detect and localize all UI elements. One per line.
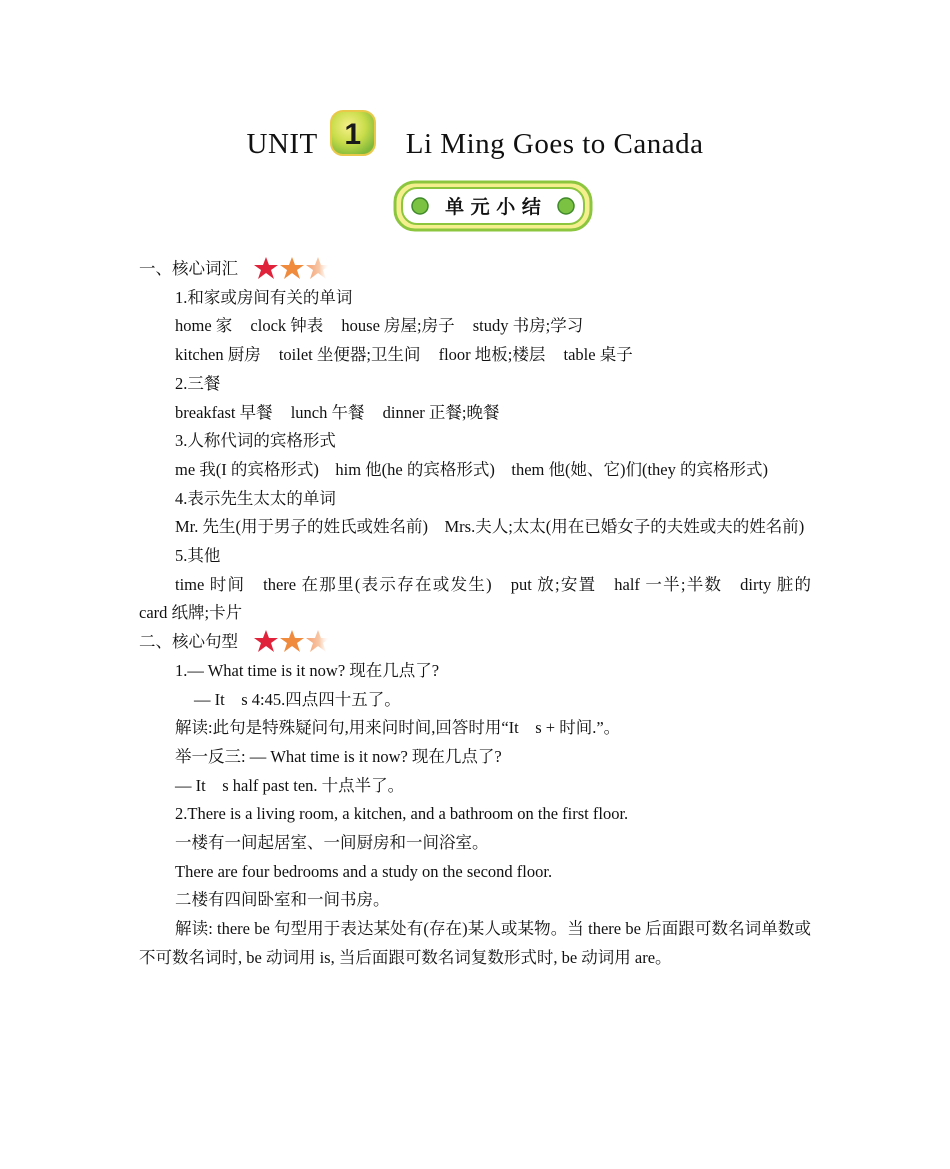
sentences-heading-text: 二、核心句型 <box>139 632 238 652</box>
vocab-item: dinner 正餐;晚餐 <box>382 402 500 422</box>
vocab-item: house 房屋;房子 <box>341 316 455 336</box>
left-dot-icon <box>412 198 428 214</box>
sentence-1-example-question: 举一反三: — What time is it now? 现在几点了? <box>175 746 502 766</box>
vocab-item: study 书房;学习 <box>472 316 584 336</box>
vocab-line <box>139 399 811 428</box>
vocab-line <box>139 341 811 370</box>
vocab-group-2-title: 2.三餐 <box>175 373 221 393</box>
rating-stars-icon <box>254 629 332 655</box>
unit-name: Li Ming Goes to Canada <box>405 128 704 160</box>
unit-word: UNIT <box>246 128 318 160</box>
vocab-item: table 桌子 <box>563 345 633 365</box>
sentence-1-example-answer: — It s half past ten. 十点半了。 <box>175 775 405 795</box>
unit-number-badge <box>328 108 378 158</box>
sentence-2-english-1: 2.There is a living room, a kitchen, and a bathroom on the first floor. <box>175 804 629 824</box>
sentence-1-note: 解读:此句是特殊疑问句,用来问时间,回答时用“It s + 时间.”。 <box>175 718 621 738</box>
right-dot-icon <box>558 198 574 214</box>
sentence-2-chinese-1: 一楼有一间起居室、一间厨房和一间浴室。 <box>175 833 489 853</box>
vocab-group-3-title: 3.人称代词的宾格形式 <box>175 431 336 451</box>
vocab-group-5-text: time 时间 there 在那里(表示存在或发生) put 放;安置 half 一半;半数 dirty 脏的 card 纸牌;卡片 <box>139 574 828 623</box>
section-heading-vocab <box>139 255 811 284</box>
sentence-1-answer: — It s 4:45.四点四十五了。 <box>194 689 401 709</box>
unit-summary-label: 单 元 小 结 <box>445 196 541 218</box>
vocab-group-5-title: 5.其他 <box>175 546 221 566</box>
vocab-line <box>139 312 811 341</box>
sentence-1-question: 1.— What time is it now? 现在几点了? <box>175 660 440 680</box>
unit-summary-tag <box>393 180 593 232</box>
vocab-item: clock 钟表 <box>250 316 324 336</box>
sentence-2-note: 解读: there be 句型用于表达某处有(存在)某人或某物。当 there be 后面跟可数名词单数或不可数名词时, be 动词用 is, 当后面跟可数名词复数形式时, be 动词用 are。 <box>139 919 811 967</box>
vocab-group-3-text: me 我(I 的宾格形式) him 他(he 的宾格形式) them 他(她、它)们(they 的宾格形式) <box>175 459 769 479</box>
vocab-group-4-title: 4.表示先生太太的单词 <box>175 488 336 508</box>
vocab-group-4-text: Mr. 先生(用于男子的姓氏或姓名前) Mrs.夫人;太太(用在已婚女子的夫姓或夫的姓名前) <box>175 517 805 537</box>
vocab-heading-text: 一、核心词汇 <box>139 259 238 278</box>
content-body <box>139 255 828 973</box>
rating-stars-icon <box>254 256 332 282</box>
vocab-item: floor 地板;楼层 <box>438 345 546 365</box>
vocab-item: lunch 午餐 <box>290 402 365 422</box>
vocab-item: kitchen 厨房 <box>175 345 261 365</box>
sentence-2-english-2: There are four bedrooms and a study on the second floor. <box>175 861 553 881</box>
vocab-group-1-title: 1.和家或房间有关的单词 <box>175 287 353 307</box>
unit-number: 1 <box>344 118 362 151</box>
vocab-item: home 家 <box>175 316 233 336</box>
page-title <box>0 108 950 161</box>
vocab-item: toilet 坐便器;卫生间 <box>278 345 421 365</box>
section-heading-sentences <box>139 628 811 657</box>
sentence-2-chinese-2: 二楼有四间卧室和一间书房。 <box>175 890 390 910</box>
vocab-item: breakfast 早餐 <box>175 402 273 422</box>
